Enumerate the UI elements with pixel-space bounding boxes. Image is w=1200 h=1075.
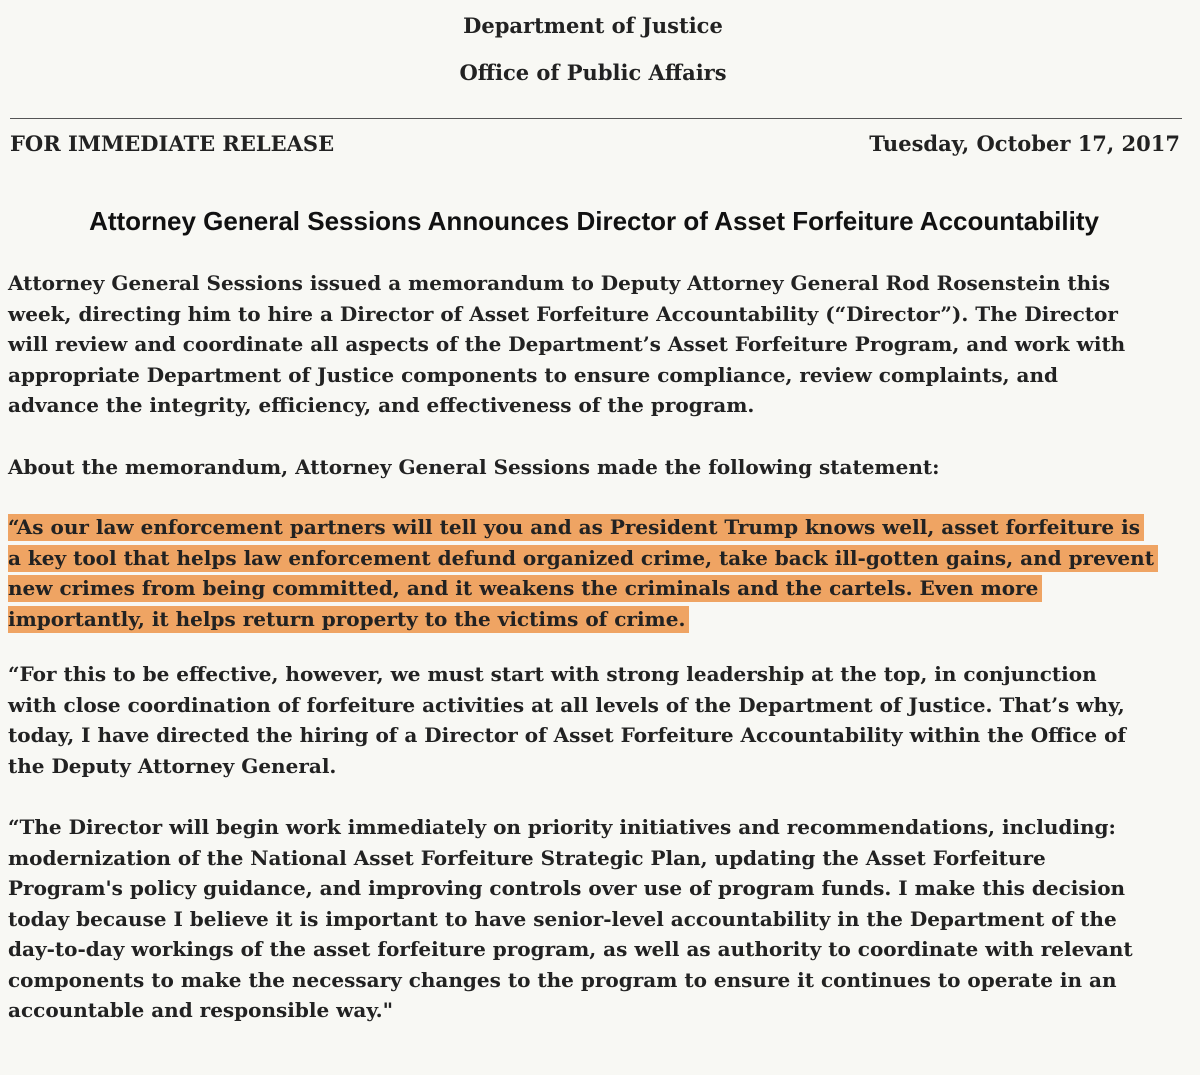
paragraph-line: accountable and responsible way." bbox=[8, 998, 394, 1022]
paragraph-line: today because I believe it is important to have senior-level accountability in the Department of the bbox=[8, 906, 1117, 931]
header-divider bbox=[10, 118, 1182, 119]
paragraph-line: with close coordination of forfeiture activities at all levels of the Department of Justice. That’s why, bbox=[8, 692, 1125, 717]
paragraph-line: “For this to be effective, however, we must start with strong leadership at the top, in conjunction bbox=[8, 662, 1097, 686]
paragraph-line: About the memorandum, Attorney General Sessions made the following statement: bbox=[8, 455, 940, 479]
press-release-headline: Attorney General Sessions Announces Director of Asset Forfeiture Accountability bbox=[89, 206, 1099, 236]
department-name: Department of Justice bbox=[463, 13, 723, 38]
paragraph-line: today, I have directed the hiring of a Director of Asset Forfeiture Accountability within the Office of bbox=[8, 723, 1127, 747]
paragraph-intro bbox=[8, 268, 1125, 421]
paragraph-leadership bbox=[8, 659, 1126, 781]
paragraph-line: Attorney General Sessions issued a memorandum to Deputy Attorney General Rod Rosenstein this bbox=[8, 271, 1111, 295]
paragraph-statement-intro bbox=[8, 452, 939, 483]
highlighted-line: a key tool that helps law enforcement defund organized crime, take back ill-gotten gains, and prevent bbox=[8, 545, 1158, 572]
paragraph-line: appropriate Department of Justice components to ensure compliance, review complaints, and bbox=[8, 362, 1059, 387]
highlighted-line: new crimes from being committed, and it weakens the criminals and the cartels. Even more bbox=[8, 575, 1042, 602]
paragraph-line: components to make the necessary changes to the program to ensure it continues to operate in an bbox=[8, 967, 1117, 992]
release-label: FOR IMMEDIATE RELEASE bbox=[10, 131, 335, 156]
paragraph-line: modernization of the National Asset Forfeiture Strategic Plan, updating the Asset Forfeiture bbox=[8, 845, 1046, 870]
paragraph-line: Program's policy guidance, and improving controls over use of program funds. I make this decision bbox=[8, 876, 1126, 900]
release-date: Tuesday, October 17, 2017 bbox=[869, 131, 1180, 156]
paragraph-highlighted-quote bbox=[8, 512, 1158, 634]
highlighted-line: importantly, it helps return property to the victims of crime. bbox=[8, 606, 689, 633]
paragraph-line: the Deputy Attorney General. bbox=[8, 753, 337, 778]
office-name: Office of Public Affairs bbox=[459, 60, 727, 85]
highlighted-line: “As our law enforcement partners will tell you and as President Trump knows well, asset forfeiture is bbox=[8, 514, 1144, 541]
paragraph-director-work bbox=[8, 812, 1133, 1026]
paragraph-line: will review and coordinate all aspects of the Department’s Asset Forfeiture Program, and work with bbox=[8, 332, 1126, 356]
paragraph-line: advance the integrity, efficiency, and effectiveness of the program. bbox=[8, 393, 755, 417]
paragraph-line: week, directing him to hire a Director of Asset Forfeiture Accountability (“Director”). The Director bbox=[8, 301, 1118, 326]
paragraph-line: day-to-day workings of the asset forfeiture program, as well as authority to coordinate with relevant bbox=[8, 937, 1133, 961]
paragraph-line: “The Director will begin work immediately on priority initiatives and recommendations, including: bbox=[8, 815, 1116, 839]
